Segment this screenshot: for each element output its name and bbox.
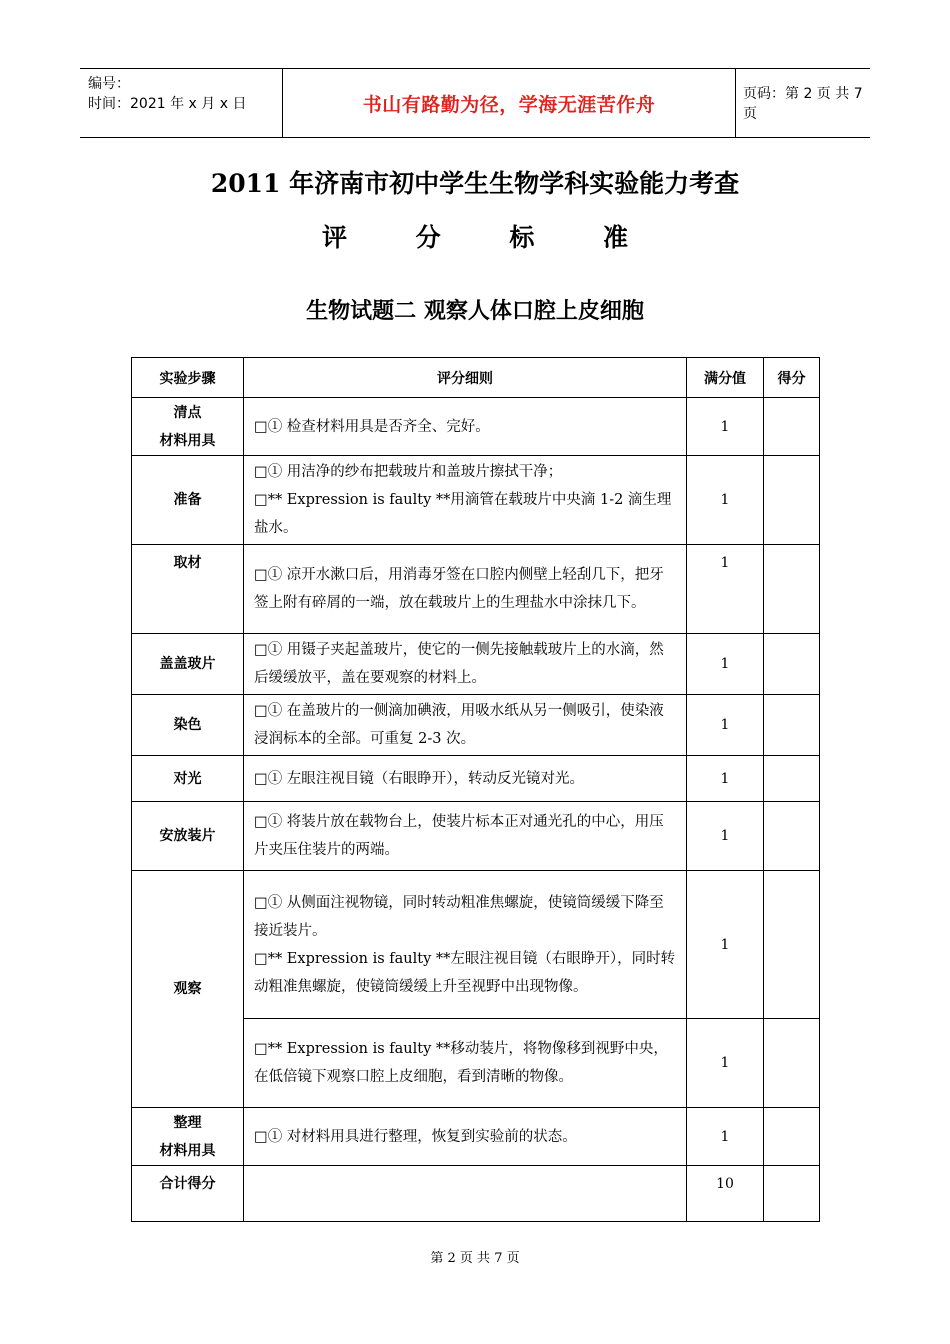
step-cell: [132, 1108, 244, 1166]
step-cell: 盖盖玻片: [132, 634, 244, 695]
detail-cell: □① 用镊子夹起盖玻片，使它的一侧先接触载玻片上的水滴，然后缓缓放平，盖在要观察的材料上。: [244, 634, 687, 695]
table-row: [132, 545, 820, 634]
score-input-cell[interactable]: [764, 802, 820, 871]
full-score-cell: 1: [687, 871, 764, 1019]
score-input-cell[interactable]: [764, 456, 820, 545]
step-cell: 准备: [132, 456, 244, 545]
step-cell: 观察: [132, 871, 244, 1108]
header-motto-cell: [282, 69, 736, 137]
table-row: [132, 1108, 820, 1166]
total-label: 合计得分: [132, 1166, 244, 1222]
detail-cell: [244, 871, 687, 1019]
score-input-cell[interactable]: [764, 398, 820, 456]
detail-cell: [244, 456, 687, 545]
score-input-cell[interactable]: [764, 1019, 820, 1108]
score-input-cell[interactable]: [764, 756, 820, 802]
topic-title: 生物试题二 观察人体口腔上皮细胞: [306, 299, 644, 324]
table-row: [132, 756, 820, 802]
step-cell: 对光: [132, 756, 244, 802]
full-score-cell: 1: [687, 1019, 764, 1108]
detail-cell: □① 将装片放在载物台上，使装片标本正对通光孔的中心，用压片夹压住装片的两端。: [244, 802, 687, 871]
detail-cell: □** Expression is faulty **移动装片，将物像移到视野中央，在低倍镜下观察口腔上皮细胞，看到清晰的物像。: [244, 1019, 687, 1108]
full-score-cell: 1: [687, 634, 764, 695]
time-label: 时间：2021 年 x 月 x 日: [88, 96, 247, 112]
table-row: [132, 398, 820, 456]
score-input-cell[interactable]: [764, 634, 820, 695]
step-cell: [132, 398, 244, 456]
page-info: 页码：第 2 页 共 7 页: [743, 86, 863, 122]
score-input-cell[interactable]: [764, 1108, 820, 1166]
step-label: 材料用具: [159, 432, 216, 449]
full-score-cell: 1: [687, 398, 764, 456]
score-input-cell[interactable]: [764, 695, 820, 756]
total-row: [132, 1166, 820, 1222]
full-score-cell: 1: [687, 545, 764, 634]
detail-cell: □① 凉开水漱口后，用消毒牙签在口腔内侧壁上轻刮几下，把牙签上附有碎屑的一端，放在载玻片上的生理盐水中涂抹几下。: [244, 545, 687, 634]
detail-line: □① 用洁净的纱布把载玻片和盖玻片擦拭干净；: [254, 464, 563, 480]
total-full-score: 10: [687, 1166, 764, 1222]
total-detail-cell: [244, 1166, 687, 1222]
table-row: [132, 695, 820, 756]
number-label: 编号：: [88, 76, 130, 92]
full-score-cell: 1: [687, 456, 764, 545]
detail-line: □** Expression is faulty **左眼注视目镜（右眼睁开），同时转动粗准焦螺旋，使镜筒缓缓上升至视野中出现物像。: [254, 950, 676, 995]
detail-cell: □① 左眼注视目镜（右眼睁开），转动反光镜对光。: [244, 756, 687, 802]
header-score: 得分: [764, 358, 820, 398]
full-score-cell: 1: [687, 695, 764, 756]
table-row: [132, 634, 820, 695]
full-score-cell: 1: [687, 1108, 764, 1166]
detail-line: □** Expression is faulty **用滴管在载玻片中央滴 1-2 滴生理盐水。: [254, 492, 672, 536]
score-input-cell[interactable]: [764, 545, 820, 634]
detail-cell: □① 检查材料用具是否齐全、完好。: [244, 398, 687, 456]
step-label: 材料用具: [159, 1142, 216, 1159]
full-score-cell: 1: [687, 802, 764, 871]
table-header-row: [132, 358, 820, 398]
step-label: 清点: [173, 404, 202, 421]
detail-cell: □① 对材料用具进行整理，恢复到实验前的状态。: [244, 1108, 687, 1166]
detail-cell: □① 在盖玻片的一侧滴加碘液，用吸水纸从另一侧吸引，使染液浸润标本的全部。可重复 2-3 次。: [244, 695, 687, 756]
header-meta-cell: [80, 69, 280, 137]
motto-text: 书山有路勤为径，学海无涯苦作舟: [362, 93, 656, 116]
table-row: [132, 456, 820, 545]
main-title: 2011 年济南市初中学生生物学科实验能力考查: [210, 169, 740, 198]
detail-line: □① 从侧面注视物镜，同时转动粗准焦螺旋，使镜筒缓缓下降至接近装片。: [254, 894, 664, 939]
header-full-score: 满分值: [687, 358, 764, 398]
page-footer: 第 2 页 共 7 页: [430, 1251, 520, 1266]
step-cell: 染色: [132, 695, 244, 756]
full-score-cell: 1: [687, 756, 764, 802]
document-header: [80, 68, 870, 138]
step-cell: 取材: [132, 545, 244, 634]
score-input-cell[interactable]: [764, 871, 820, 1019]
header-page-cell: [735, 69, 870, 137]
table-row: [132, 802, 820, 871]
sub-title: 评 分 标 准: [321, 223, 659, 252]
total-score-input-cell[interactable]: [764, 1166, 820, 1222]
table-row: [132, 871, 820, 1019]
step-cell: 安放装片: [132, 802, 244, 871]
step-label: 整理: [173, 1114, 202, 1131]
header-step: 实验步骤: [132, 358, 244, 398]
header-detail: 评分细则: [244, 358, 687, 398]
scoring-table: [131, 357, 820, 1222]
